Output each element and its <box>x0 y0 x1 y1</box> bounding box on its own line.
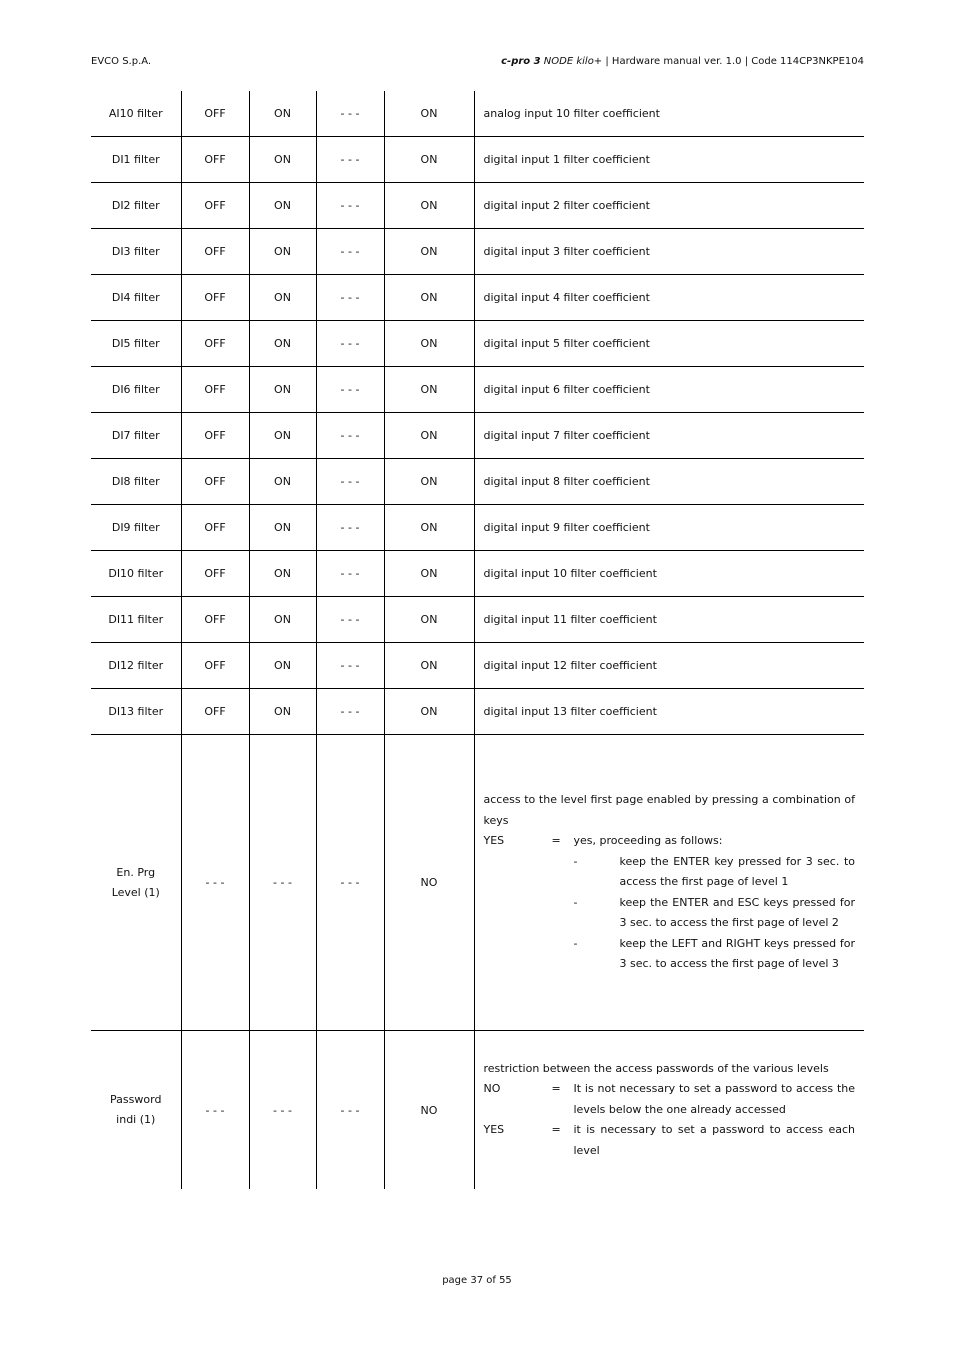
option-equals: = <box>551 1123 561 1137</box>
option-yes <box>484 831 856 852</box>
value-cell-1: OFF <box>181 505 249 551</box>
value-cell-1: OFF <box>181 229 249 275</box>
param-name-cell: DI8 filter <box>91 459 181 505</box>
sub-option-2 <box>574 893 856 934</box>
description-cell <box>474 735 864 1031</box>
value-cell-2: ON <box>249 597 316 643</box>
table-row <box>91 689 864 735</box>
value-cell-2: ON <box>249 367 316 413</box>
sub-option-3 <box>574 934 856 975</box>
param-name-cell: DI12 filter <box>91 643 181 689</box>
value-cell-2: ON <box>249 275 316 321</box>
option-key: NO <box>483 1082 501 1096</box>
table-row <box>91 137 864 183</box>
param-name-cell <box>91 735 181 1031</box>
header-product-name: c-pro 3 <box>501 56 541 67</box>
description-cell: digital input 7 filter coefficient <box>474 413 864 459</box>
param-name-cell: DI4 filter <box>91 275 181 321</box>
value-cell-2: ON <box>249 413 316 459</box>
option-key: YES <box>483 1123 505 1137</box>
default-cell: ON <box>384 643 474 689</box>
description-cell: digital input 1 filter coefficient <box>474 137 864 183</box>
table-row-password-indi <box>91 1031 864 1190</box>
value-cell-1: OFF <box>181 413 249 459</box>
value-cell-3: - - - <box>316 91 384 137</box>
value-cell-3: - - - <box>316 367 384 413</box>
table-row <box>91 413 864 459</box>
value-cell-1: - - - <box>181 1031 249 1190</box>
description-cell: digital input 6 filter coefficient <box>474 367 864 413</box>
sub-option-1 <box>574 852 856 893</box>
value-cell-1: OFF <box>181 275 249 321</box>
sub-option-text: keep the ENTER key pressed for 3 sec. to access the first page of level 1 <box>619 854 855 889</box>
value-cell-1: OFF <box>181 597 249 643</box>
value-cell-3: - - - <box>316 183 384 229</box>
description-cell: digital input 2 filter coefficient <box>474 183 864 229</box>
description-cell: digital input 11 filter coefficient <box>474 597 864 643</box>
value-cell-2: - - - <box>249 735 316 1031</box>
option-value: it is necessary to set a password to access each level <box>573 1123 855 1157</box>
description-cell: digital input 12 filter coefficient <box>474 643 864 689</box>
header-product-variant: NODE kilo+ <box>543 56 603 67</box>
param-name-cell: DI2 filter <box>91 183 181 229</box>
param-name-cell: DI1 filter <box>91 137 181 183</box>
page-number: page 37 of 55 <box>442 1275 512 1286</box>
param-name-cell: DI9 filter <box>91 505 181 551</box>
param-name-cell <box>91 1031 181 1190</box>
sub-option-dash: - <box>573 854 578 868</box>
table-row-en-prg-level <box>91 735 864 1031</box>
default-cell: ON <box>384 551 474 597</box>
default-cell: ON <box>384 413 474 459</box>
value-cell-1: - - - <box>181 735 249 1031</box>
value-cell-3: - - - <box>316 505 384 551</box>
value-cell-3: - - - <box>316 275 384 321</box>
default-cell: ON <box>384 505 474 551</box>
value-cell-2: ON <box>249 229 316 275</box>
default-cell: ON <box>384 137 474 183</box>
value-cell-2: ON <box>249 91 316 137</box>
header-manual-code: | Hardware manual ver. 1.0 | Code 114CP3NKPE104 <box>602 56 864 67</box>
default-cell: NO <box>384 1031 474 1190</box>
table-row <box>91 91 864 137</box>
default-cell: ON <box>384 689 474 735</box>
value-cell-3: - - - <box>316 689 384 735</box>
value-cell-1: OFF <box>181 689 249 735</box>
sub-option-dash: - <box>573 936 578 950</box>
table-row <box>91 183 864 229</box>
value-cell-1: OFF <box>181 367 249 413</box>
default-cell: ON <box>384 367 474 413</box>
description-cell: digital input 10 filter coefficient <box>474 551 864 597</box>
header-document-info <box>501 56 864 67</box>
param-name-cell: DI10 filter <box>91 551 181 597</box>
table-row <box>91 459 864 505</box>
value-cell-2: ON <box>249 183 316 229</box>
value-cell-2: ON <box>249 505 316 551</box>
value-cell-3: - - - <box>316 1031 384 1190</box>
option-key: YES <box>483 834 505 848</box>
table-row <box>91 229 864 275</box>
value-cell-3: - - - <box>316 229 384 275</box>
table-row <box>91 505 864 551</box>
table-row <box>91 551 864 597</box>
value-cell-3: - - - <box>316 643 384 689</box>
default-cell: ON <box>384 183 474 229</box>
table-row <box>91 597 864 643</box>
value-cell-2: - - - <box>249 1031 316 1190</box>
option-equals: = <box>551 834 561 848</box>
sub-option-text: keep the LEFT and RIGHT keys pressed for 3 sec. to access the first page of level 3 <box>619 936 855 971</box>
value-cell-1: OFF <box>181 643 249 689</box>
description-cell: digital input 4 filter coefficient <box>474 275 864 321</box>
option-value: yes, proceeding as follows: <box>573 834 723 848</box>
sub-option-dash: - <box>573 895 578 909</box>
option-value: It is not necessary to set a password to access the levels below the one already accessed <box>573 1082 855 1116</box>
value-cell-3: - - - <box>316 413 384 459</box>
table-row <box>91 367 864 413</box>
option-equals: = <box>551 1082 561 1096</box>
value-cell-3: - - - <box>316 597 384 643</box>
default-cell: ON <box>384 229 474 275</box>
default-cell: ON <box>384 597 474 643</box>
default-cell: ON <box>384 91 474 137</box>
default-cell: ON <box>384 459 474 505</box>
value-cell-3: - - - <box>316 321 384 367</box>
description-intro: access to the level first page enabled by pressing a combination of keys <box>483 793 855 827</box>
option-no <box>484 1079 856 1120</box>
value-cell-3: - - - <box>316 735 384 1031</box>
description-cell: digital input 5 filter coefficient <box>474 321 864 367</box>
default-cell: ON <box>384 321 474 367</box>
description-cell: analog input 10 filter coefficient <box>474 91 864 137</box>
value-cell-2: ON <box>249 643 316 689</box>
value-cell-2: ON <box>249 137 316 183</box>
description-cell <box>474 1031 864 1190</box>
param-name-cell: DI13 filter <box>91 689 181 735</box>
description-block <box>484 1059 856 1162</box>
param-name-line-2: indi (1) <box>116 1113 156 1126</box>
header-company: EVCO S.p.A. <box>91 56 152 67</box>
value-cell-2: ON <box>249 321 316 367</box>
parameters-table <box>91 91 864 1189</box>
value-cell-1: OFF <box>181 137 249 183</box>
table-row <box>91 643 864 689</box>
value-cell-2: ON <box>249 551 316 597</box>
param-name-cell: DI6 filter <box>91 367 181 413</box>
description-cell: digital input 9 filter coefficient <box>474 505 864 551</box>
value-cell-1: OFF <box>181 321 249 367</box>
description-cell: digital input 8 filter coefficient <box>474 459 864 505</box>
param-name-line-1: En. Prg <box>116 865 156 879</box>
param-name-cell: DI11 filter <box>91 597 181 643</box>
value-cell-1: OFF <box>181 551 249 597</box>
value-cell-2: ON <box>249 459 316 505</box>
value-cell-2: ON <box>249 689 316 735</box>
value-cell-1: OFF <box>181 459 249 505</box>
param-name-line-2: Level (1) <box>111 885 160 899</box>
value-cell-3: - - - <box>316 459 384 505</box>
table-row <box>91 275 864 321</box>
param-name-cell: DI3 filter <box>91 229 181 275</box>
value-cell-3: - - - <box>316 137 384 183</box>
param-name-cell: DI7 filter <box>91 413 181 459</box>
default-cell: NO <box>384 735 474 1031</box>
value-cell-3: - - - <box>316 551 384 597</box>
param-name-cell: AI10 filter <box>91 91 181 137</box>
value-cell-1: OFF <box>181 183 249 229</box>
sub-option-text: keep the ENTER and ESC keys pressed for 3 sec. to access the first page of level 2 <box>619 895 855 930</box>
param-name-line-1: Password <box>110 1093 162 1106</box>
param-name-cell: DI5 filter <box>91 321 181 367</box>
description-block <box>484 790 856 975</box>
description-cell: digital input 13 filter coefficient <box>474 689 864 735</box>
option-yes <box>484 1120 856 1161</box>
table-row <box>91 321 864 367</box>
default-cell: ON <box>384 275 474 321</box>
description-cell: digital input 3 filter coefficient <box>474 229 864 275</box>
description-intro: restriction between the access passwords of the various levels <box>483 1061 829 1075</box>
value-cell-1: OFF <box>181 91 249 137</box>
